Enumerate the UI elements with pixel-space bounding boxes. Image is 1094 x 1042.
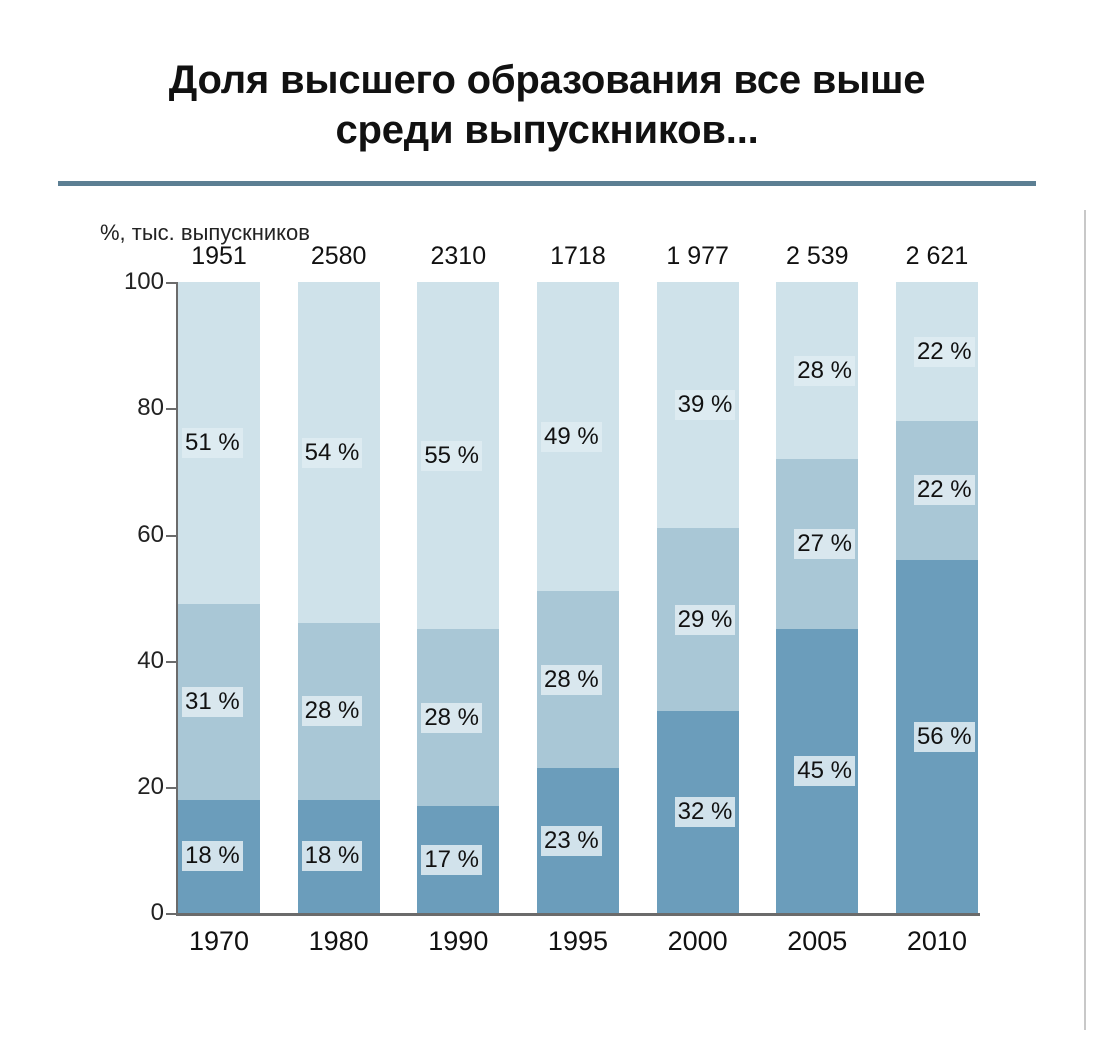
y-axis-labels <box>100 268 164 927</box>
bar-segment-label: 54 % <box>302 438 363 468</box>
y-axis-tick <box>166 535 177 537</box>
bar-column[interactable] <box>178 242 260 913</box>
bar-total-label: 2310 <box>430 242 487 271</box>
bar-segment-label: 31 % <box>182 687 243 717</box>
bar-segment-label: 55 % <box>421 441 482 471</box>
x-axis-tick-label: 1990 <box>428 926 489 957</box>
bar-segment[interactable] <box>417 629 499 806</box>
y-axis-tick <box>166 282 177 284</box>
bar-segment-label: 45 % <box>794 756 855 786</box>
y-axis-tick <box>166 913 177 915</box>
y-axis-tick <box>166 408 177 410</box>
y-axis-tick-label: 40 <box>137 646 164 674</box>
y-axis-tick-label: 0 <box>150 899 164 927</box>
x-axis-line <box>176 913 980 916</box>
bar-segment[interactable] <box>896 421 978 560</box>
bar-segment-label: 29 % <box>675 605 736 635</box>
page-title-line-2: среди выпускников... <box>335 107 759 152</box>
x-axis-tick-label: 2010 <box>906 926 967 957</box>
bar-segment[interactable] <box>178 800 260 914</box>
bar-segment-label: 22 % <box>914 475 975 505</box>
bar-segment[interactable] <box>298 800 380 914</box>
bar-segment-label: 28 % <box>794 356 855 386</box>
y-axis-tick-label: 80 <box>137 394 164 422</box>
x-axis-tick-label: 2005 <box>787 926 848 957</box>
axis-unit-label: %, тыс. выпускников <box>100 220 310 246</box>
bar-total-label: 1718 <box>550 242 606 271</box>
x-axis-labels <box>178 926 978 957</box>
bar-segment-label: 27 % <box>794 529 855 559</box>
bar-segment-label: 18 % <box>182 841 243 871</box>
bar-segment[interactable] <box>417 806 499 913</box>
bar-segment-label: 28 % <box>302 696 363 726</box>
bar-segment-label: 49 % <box>541 422 602 452</box>
y-axis-tick-label: 60 <box>137 520 164 548</box>
bar-segment[interactable] <box>776 282 858 459</box>
x-axis-tick-label: 1970 <box>188 926 250 957</box>
bar-segment[interactable] <box>776 629 858 913</box>
y-axis-tick-label: 20 <box>137 772 164 800</box>
bar-segment[interactable] <box>537 768 619 913</box>
bar-total-label: 1951 <box>191 242 247 271</box>
bar-segment[interactable] <box>657 282 739 528</box>
bar-segment-label: 28 % <box>421 703 482 733</box>
bar-segment-label: 39 % <box>675 390 736 420</box>
bar-segment[interactable] <box>417 282 499 629</box>
bar-column[interactable] <box>537 242 619 913</box>
bar-segment[interactable] <box>537 282 619 591</box>
bar-segment-label: 51 % <box>182 428 243 458</box>
page-title-line-1: Доля высшего образования все выше <box>168 58 926 102</box>
bar-segment[interactable] <box>896 282 978 421</box>
bar-segment-label: 23 % <box>541 826 602 856</box>
x-axis-tick-label: 2000 <box>667 926 728 957</box>
bar-segment[interactable] <box>896 560 978 913</box>
bar-total-label: 2 621 <box>905 242 969 271</box>
bar-total-label: 1 977 <box>666 242 729 271</box>
bar-column[interactable] <box>657 242 739 913</box>
chart <box>0 204 1094 1004</box>
bar-segment-label: 56 % <box>914 722 975 752</box>
bar-total-label: 2 539 <box>786 242 849 271</box>
bar-segment[interactable] <box>178 604 260 800</box>
bar-column[interactable] <box>776 242 858 913</box>
bar-segment-label: 18 % <box>302 841 363 871</box>
bar-segment-label: 28 % <box>541 665 602 695</box>
y-axis-tick <box>166 787 177 789</box>
x-axis-tick-label: 1995 <box>547 926 608 957</box>
slide-right-edge <box>1084 210 1086 1030</box>
bar-column[interactable] <box>896 242 978 913</box>
title-block <box>0 0 1094 155</box>
bar-segment-label: 22 % <box>914 337 975 367</box>
bar-segment-label: 17 % <box>421 845 482 875</box>
bar-segment[interactable] <box>537 591 619 768</box>
bar-column[interactable] <box>298 242 380 913</box>
bar-segment[interactable] <box>178 282 260 604</box>
bar-segment[interactable] <box>776 459 858 629</box>
bar-total-label: 2580 <box>310 242 367 271</box>
bar-segment[interactable] <box>657 528 739 711</box>
bar-segment-label: 32 % <box>675 797 736 827</box>
bar-segment[interactable] <box>657 711 739 913</box>
bar-segment[interactable] <box>298 623 380 800</box>
bar-columns <box>178 242 978 913</box>
title-divider <box>58 181 1036 186</box>
x-axis-tick-label: 1980 <box>308 926 369 957</box>
bar-column[interactable] <box>417 242 499 913</box>
y-axis-tick <box>166 661 177 663</box>
y-axis-tick-label: 100 <box>123 268 164 296</box>
bar-segment[interactable] <box>298 282 380 623</box>
